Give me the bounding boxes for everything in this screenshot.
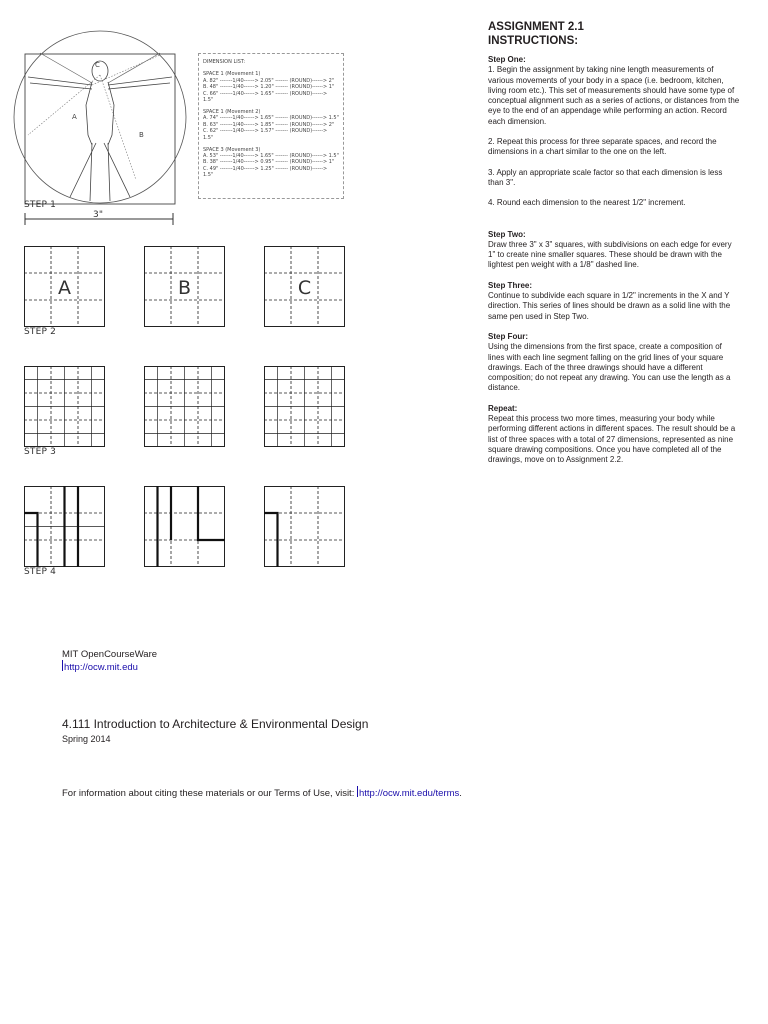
step4-square-b (144, 486, 225, 567)
dimension-row: C. 49" -------1/40------> 1.25" ------- (ROUND)------> 1.5" (203, 165, 328, 179)
square-letter-b: B (177, 277, 192, 299)
step2-square-b (144, 246, 225, 327)
dimension-row: A. 74" -------1/40------> 1.65" ------- (ROUND)------> 1.5" (203, 115, 339, 122)
dimension-group-3 (203, 147, 339, 179)
dimension-row: C. 66" -------1/40------> 1.65" ------- (ROUND)------> 1.5" (203, 90, 328, 104)
dimension-list (198, 53, 344, 199)
step4-square-c (264, 486, 345, 567)
citation-period: . (459, 788, 462, 799)
step4-square-a (24, 486, 105, 567)
step-one-heading: Step One: (488, 55, 526, 64)
citation-line (62, 786, 462, 799)
figure-label-c: C (95, 61, 100, 69)
dimension-row: C. 62" -------1/40------> 1.57" ------- (ROUND)------> 1.5" (203, 128, 328, 141)
step3-square-a (24, 366, 105, 447)
dimension-group-heading: SPACE 1 (Movement 1) (203, 71, 261, 78)
step-four-heading: Step Four: (488, 331, 528, 341)
text-cursor (357, 786, 358, 797)
step-two-text: Draw three 3" x 3" squares, with subdivisions on each edge for every 1" to create nine smaller squares. These should be drawn with the lightest pen weight with a 1/8" dashed line. (488, 239, 732, 270)
assignment-title (488, 20, 740, 48)
figure-label-b: B (139, 131, 144, 139)
square-letter-c: C (297, 277, 312, 299)
step-three-text: Continue to subdivide each square in 1/2" increments in the X and Y direction. This series of lines should be drawn as a solid line with the same pen used in Step Two. (488, 291, 731, 321)
step-2-label: STEP 2 (24, 327, 57, 337)
text-cursor (62, 660, 63, 671)
dimension-row: A. 82" -------1/40------> 2.05" ------- (ROUND)------> 2" (203, 77, 335, 84)
assignment-title-line2: INSTRUCTIONS: (488, 35, 579, 47)
repeat-heading: Repeat: (488, 403, 518, 413)
citation-text: For information about citing these materials or our Terms of Use, visit: (62, 788, 357, 799)
dimension-group-2 (203, 109, 339, 141)
vitruvian-figure-illustration (8, 25, 198, 215)
ocw-link-line (62, 660, 138, 673)
step-one-item-1: 1. Begin the assignment by taking nine length measurements of various movements of your body in a space (i.e. bedroom, kitchen, living room etc.). This set of measurements should have some type of conceptual alignment such as a series of actions, or distances from the eye to the end of an appendage while performing an action. Record each dimension. (488, 65, 740, 126)
course-title: 4.111 Introduction to Architecture & Environmental Design (62, 717, 369, 731)
step-one-item-3: 3. Apply an appropriate scale factor so that each dimension is less than 3". (488, 167, 723, 187)
square-letter-a: A (58, 277, 71, 299)
terms-link[interactable]: http://ocw.mit.edu/terms (358, 788, 460, 799)
dimension-group-1 (203, 71, 339, 103)
step2-square-c (264, 246, 345, 327)
dimension-group-heading: SPACE 3 (Movement 3) (203, 146, 261, 153)
step-1-label: STEP 1 (24, 200, 57, 210)
step-four-text: Using the dimensions from the first space, create a composition of lines with each line segment falling on the grid lines of your square drawings. Each of the three drawings should have a different composition; do not repeat any drawing. You can use the length as a distance. (488, 342, 731, 393)
ocw-link[interactable]: http://ocw.mit.edu (64, 662, 138, 673)
step-3-label: STEP 3 (24, 447, 57, 457)
dimension-group-heading: SPACE 1 (Movement 2) (203, 109, 261, 116)
assignment-title-line1: ASSIGNMENT 2.1 (488, 21, 584, 33)
step-three-heading: Step Three: (488, 280, 533, 290)
ocw-org-name: MIT OpenCourseWare (62, 649, 158, 660)
dimension-row: B. 38" -------1/40------> 0.95" ------- (ROUND)------> 1" (203, 159, 335, 166)
dimension-row: B. 63" -------1/40------> 1.85" ------- (ROUND)------> 2" (203, 121, 335, 128)
dimension-row: B. 48" -------1/40------> 1.20" ------- (ROUND)------> 1" (203, 84, 335, 91)
step-two-heading: Step Two: (488, 229, 526, 239)
dimension-list-title: DIMENSION LIST: (203, 59, 246, 65)
dimension-row: A. 53" -------1/40------> 1.65" ------- (ROUND)------> 1.5" (203, 153, 339, 160)
figure-label-a: A (72, 113, 77, 121)
step-4-label: STEP 4 (24, 567, 57, 577)
step3-square-c (264, 366, 345, 447)
course-term: Spring 2014 (62, 734, 111, 744)
instructions-panel (488, 20, 740, 466)
repeat-text: Repeat this process two more times, measuring your body while performing different actions in different spaces. The result should be a list of three spaces with a total of 27 dimensions, represented as nine square drawing compositions. Once you have completed all of the drawings, move on to Assignment 2.2. (488, 414, 736, 465)
step2-square-a (24, 246, 105, 327)
step-one-item-2: 2. Repeat this process for three separate spaces, and record the dimensions in a chart similar to the one on the left. (488, 137, 717, 157)
scale-bar-label: 3" (93, 210, 104, 220)
step-one-item-4: 4. Round each dimension to the nearest 1/2" increment. (488, 198, 686, 208)
step3-square-b (144, 366, 225, 447)
